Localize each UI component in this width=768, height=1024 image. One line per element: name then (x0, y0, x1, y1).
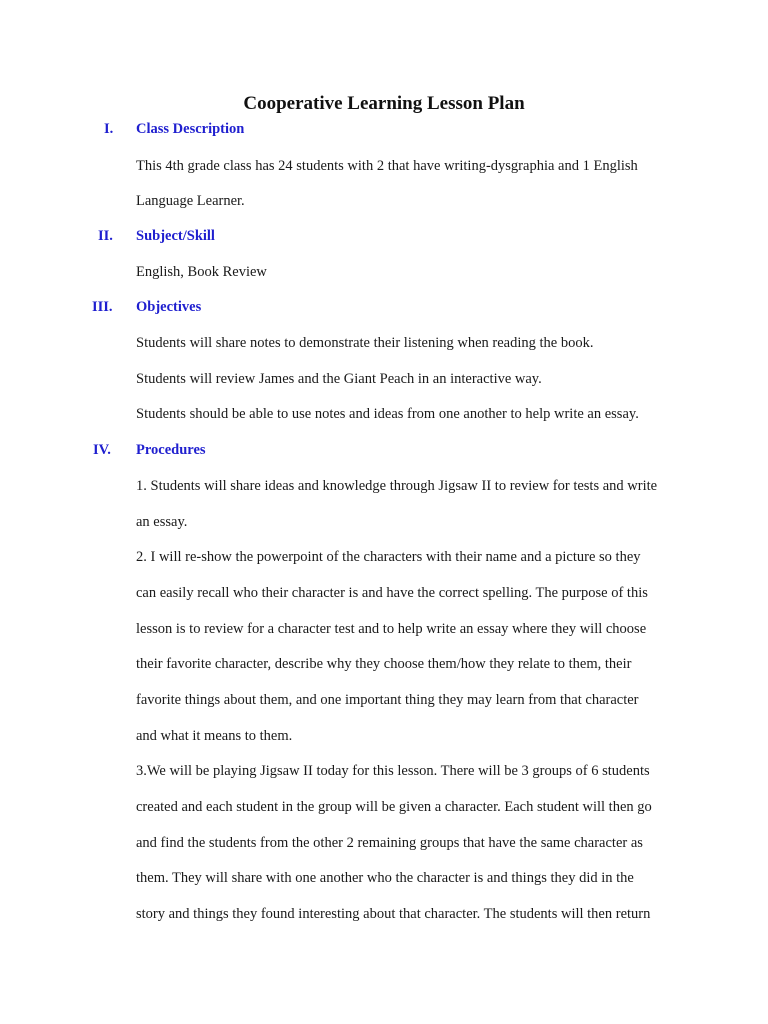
body-line: and find the students from the other 2 remaining groups that have the same character as (136, 835, 643, 851)
section-heading-label: Objectives (136, 299, 202, 315)
body-line: and what it means to them. (136, 728, 293, 744)
body-line: story and things they found interesting about that character. The students will then return (136, 906, 651, 922)
body-line: Students will share notes to demonstrate their listening when reading the book. (136, 335, 594, 351)
page-title: Cooperative Learning Lesson Plan (243, 93, 525, 114)
body-line: them. They will share with one another who the character is and things they did in the (136, 870, 634, 886)
body-line: This 4th grade class has 24 students with 2 that have writing-dysgraphia and 1 English (136, 158, 638, 174)
body-line: 1. Students will share ideas and knowledge through Jigsaw II to review for tests and write (136, 478, 658, 494)
section-numeral: III. (92, 299, 113, 315)
section-heading-label: Class Description (136, 121, 245, 137)
body-line: an essay. (136, 514, 188, 530)
section-numeral: IV. (93, 442, 111, 458)
body-line: Language Learner. (136, 193, 245, 209)
body-line: lesson is to review for a character test and to help write an essay where they will choose (136, 621, 647, 637)
section-heading-label: Procedures (136, 442, 206, 458)
section-numeral: I. (104, 121, 114, 137)
body-line: can easily recall who their character is and have the correct spelling. The purpose of this (136, 585, 648, 601)
body-line: their favorite character, describe why they choose them/how they relate to them, their (136, 656, 632, 672)
section-heading-label: Subject/Skill (136, 228, 215, 244)
body-line: 2. I will re-show the powerpoint of the characters with their name and a picture so they (136, 549, 641, 565)
body-line: favorite things about them, and one important thing they may learn from that character (136, 692, 639, 708)
body-line: created and each student in the group will be given a character. Each student will then go (136, 799, 652, 815)
body-line: Students should be able to use notes and ideas from one another to help write an essay. (136, 406, 639, 422)
body-line: Students will review James and the Giant Peach in an interactive way. (136, 371, 542, 387)
section-numeral: II. (98, 228, 113, 244)
body-line: English, Book Review (136, 264, 267, 280)
body-line: 3.We will be playing Jigsaw II today for this lesson. There will be 3 groups of 6 students (136, 763, 650, 779)
